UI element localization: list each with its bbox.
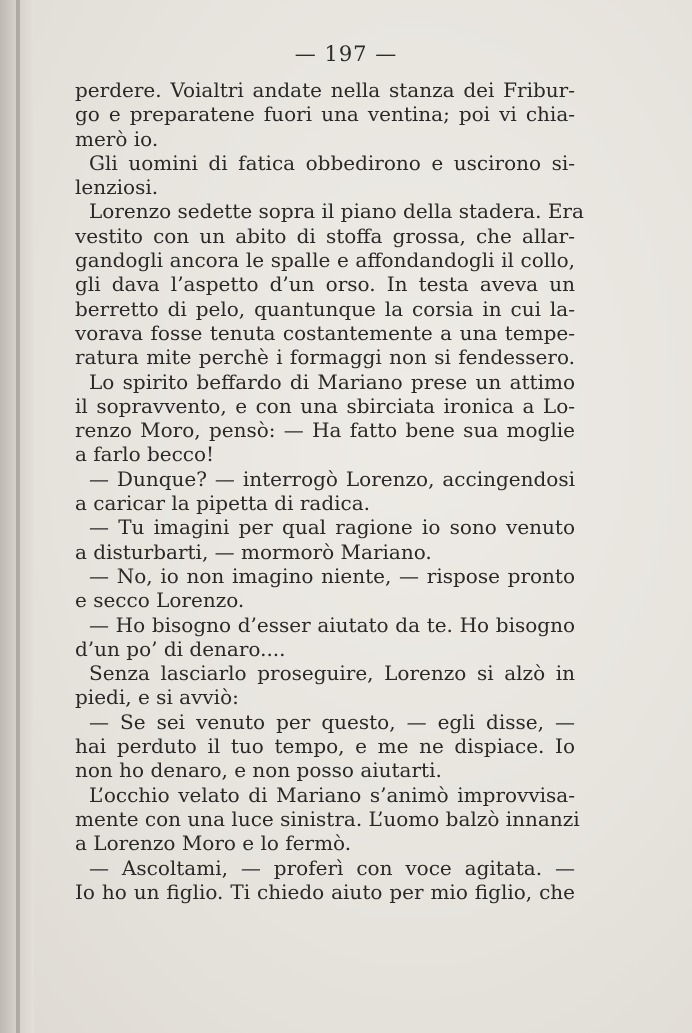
book-spine-shadow xyxy=(0,0,34,1033)
text-line: Gli uomini di fatica obbedirono e uscirono si- xyxy=(89,150,575,175)
text-line: piedi, e si avviò: xyxy=(75,685,239,710)
text-line: non ho denaro, e non posso aiutarti. xyxy=(75,758,442,783)
binding-line xyxy=(16,0,20,1033)
text-line: a disturbarti, — mormorò Mariano. xyxy=(75,539,432,564)
text-line: Io ho un figlio. Ti chiedo aiuto per mio figlio, che xyxy=(75,879,575,904)
text-line: — Tu imagini per qual ragione io sono venuto xyxy=(89,515,575,540)
text-line: — Ho bisogno d’esser aiutato da te. Ho bisogno xyxy=(89,612,575,637)
text-line: d’un po’ di denaro.... xyxy=(75,636,286,661)
text-line: — Se sei venuto per questo, — egli disse, — xyxy=(89,709,575,734)
text-line: il sopravvento, e con una sbirciata ironica a Lo- xyxy=(75,393,575,418)
text-line: vestito con un abito di stoffa grossa, che allar- xyxy=(75,223,575,248)
text-line: perdere. Voialtri andate nella stanza dei Fribur- xyxy=(75,78,575,102)
text-line: merò io. xyxy=(75,126,159,151)
page-number: — 197 — xyxy=(294,42,398,66)
text-line: berretto di pelo, quantunque la corsia in cui la- xyxy=(75,296,575,321)
text-line: L’occhio velato di Mariano s’animò improvvisa- xyxy=(89,782,575,807)
text-line: go e preparatene fuori una ventina; poi vi chia- xyxy=(75,102,575,127)
text-line: — Dunque? — interrogò Lorenzo, accingendosi xyxy=(89,466,575,491)
text-line: renzo Moro, pensò: — Ha fatto bene sua moglie xyxy=(75,418,575,443)
text-line: a caricar la pipetta di radica. xyxy=(75,491,370,516)
text-line: — Ascoltami, — proferì con voce agitata. — xyxy=(89,855,575,880)
text-line: gandogli ancora le spalle e affondandogli il collo, xyxy=(75,248,575,273)
text-line: a farlo becco! xyxy=(75,442,215,467)
text-line: Lo spirito beffardo di Mariano prese un attimo xyxy=(89,369,575,394)
text-line: mente con una luce sinistra. L’uomo balzò innanzi xyxy=(75,806,580,831)
text-line: — No, io non imagino niente, — rispose pronto xyxy=(89,563,575,588)
text-line: ratura mite perchè i formaggi non si fendessero. xyxy=(75,345,575,370)
text-line: Lorenzo sedette sopra il piano della stadera. Era xyxy=(89,199,584,224)
body-text xyxy=(75,78,584,904)
text-line: vorava fosse tenuta costantemente a una tempe- xyxy=(75,320,575,345)
text-line: a Lorenzo Moro e lo fermò. xyxy=(75,831,352,856)
text-line: gli dava l’aspetto d’un orso. In testa aveva un xyxy=(75,272,575,297)
text-line: Senza lasciarlo proseguire, Lorenzo si alzò in xyxy=(89,661,575,686)
text-line: e secco Lorenzo. xyxy=(75,588,245,613)
text-line: hai perduto il tuo tempo, e me ne dispiace. Io xyxy=(75,734,575,759)
text-line: lenziosi. xyxy=(75,175,159,200)
